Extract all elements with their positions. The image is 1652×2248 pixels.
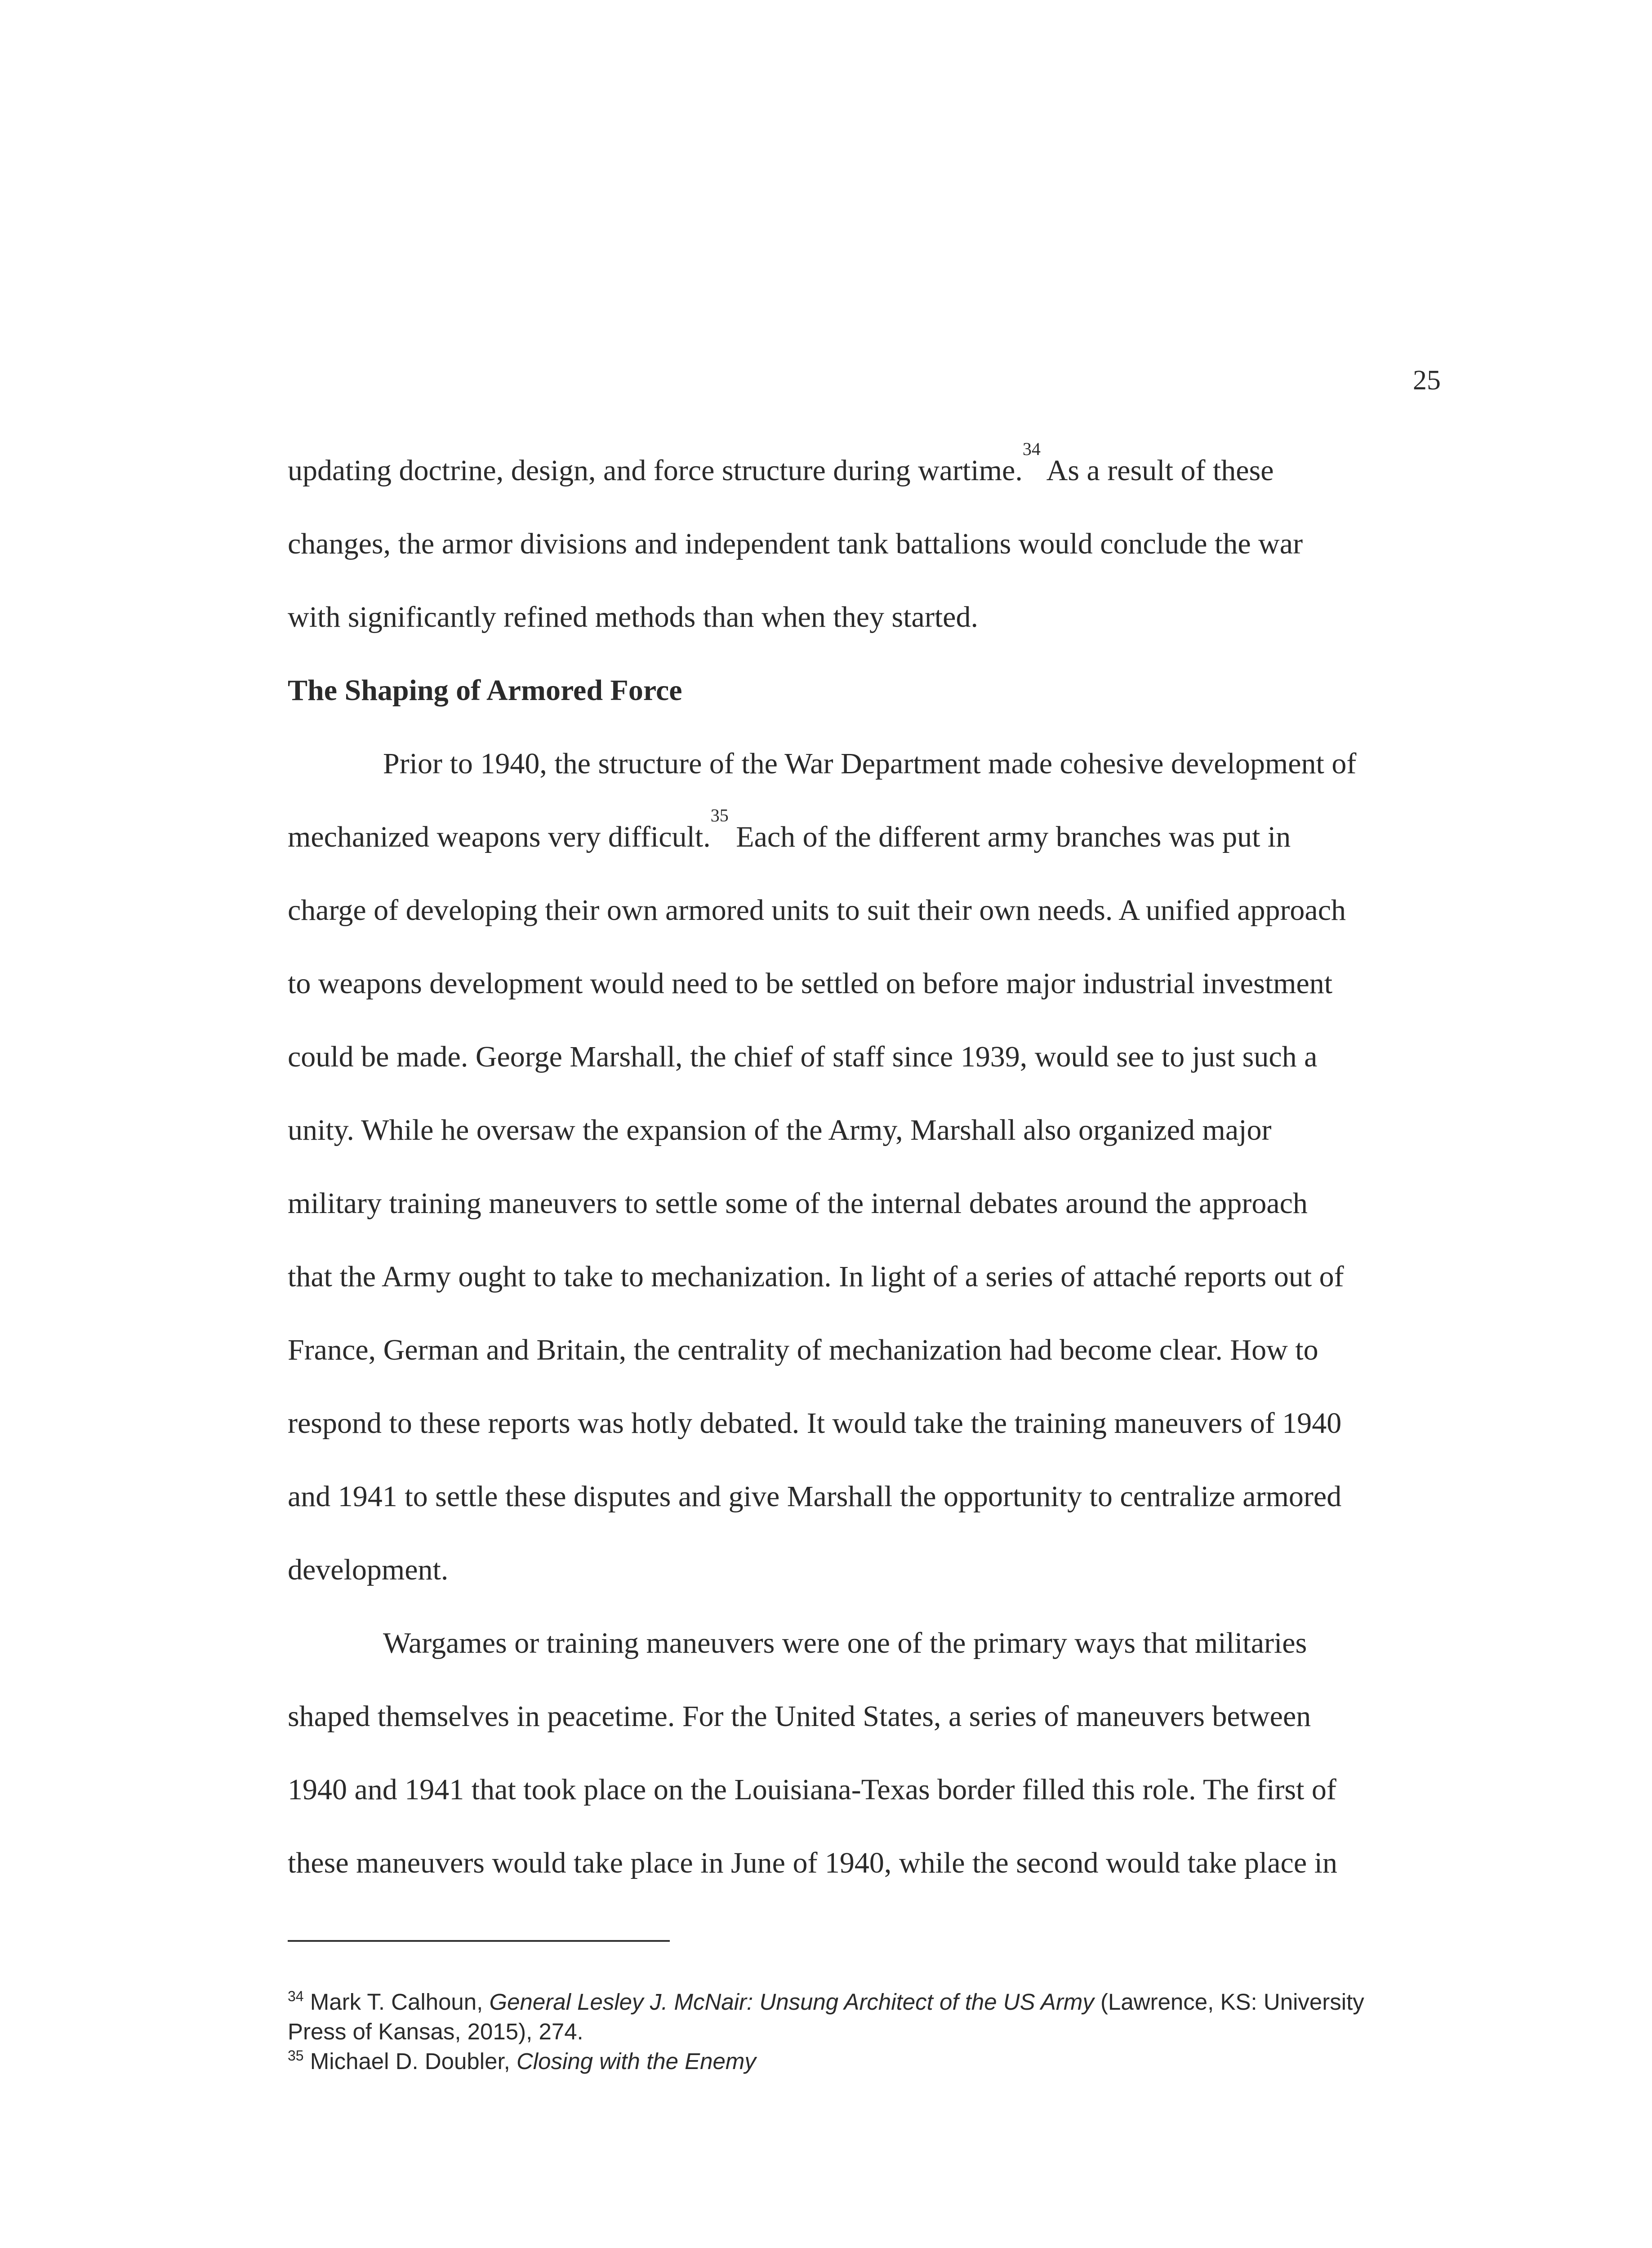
text-run: shaped themselves in peacetime. For the United States, a series of maneuvers between <box>288 1700 1311 1733</box>
text-line <box>288 1387 1438 1460</box>
text-run: Wargames or training maneuvers were one of the primary ways that militaries <box>383 1627 1307 1659</box>
body-text <box>288 434 1438 1900</box>
text-line <box>288 947 1438 1020</box>
text-line <box>288 727 1438 800</box>
text-run: development. <box>288 1553 449 1586</box>
text-line <box>288 874 1438 947</box>
text-line <box>288 1313 1438 1387</box>
footnote-title: General Lesley J. McNair: Unsung Architect of the US Army <box>489 1989 1094 2015</box>
footnotes <box>288 1987 1456 2076</box>
text-line <box>288 1753 1438 1826</box>
text-run: to weapons development would need to be settled on before major industrial investment <box>288 967 1333 1000</box>
text-line <box>288 1606 1438 1680</box>
text-run: changes, the armor divisions and independent tank battalions would conclude the war <box>288 527 1303 560</box>
text-line <box>288 1020 1438 1093</box>
footnote-text: Mark T. Calhoun, <box>303 1989 490 2015</box>
text-line <box>288 507 1438 580</box>
text-line <box>288 580 1438 654</box>
text-run: The Shaping of Armored Force <box>288 674 682 707</box>
text-run: charge of developing their own armored units to suit their own needs. A unified approach <box>288 894 1346 927</box>
text-line <box>288 1533 1438 1606</box>
footnote-line <box>288 2047 1456 2076</box>
text-run: Prior to 1940, the structure of the War Department made cohesive development of <box>383 747 1357 780</box>
footnote-ref[interactable]: 34 <box>1022 439 1041 459</box>
text-line <box>288 1460 1438 1533</box>
text-line <box>288 1680 1438 1753</box>
footnote-line <box>288 1987 1456 2017</box>
section-heading <box>288 654 1438 727</box>
text-run: As a result of these <box>1040 454 1274 487</box>
footnote-number: 34 <box>288 1988 304 2004</box>
text-run: with significantly refined methods than when they started. <box>288 601 978 633</box>
text-line <box>288 1240 1438 1313</box>
footnote-ref[interactable]: 35 <box>710 805 729 825</box>
text-run: these maneuvers would take place in June of 1940, while the second would take place in <box>288 1847 1337 1879</box>
text-line <box>288 1826 1438 1900</box>
text-line <box>288 434 1438 507</box>
text-run: could be made. George Marshall, the chief of staff since 1939, would see to just such a <box>288 1040 1318 1073</box>
footnote-line <box>288 2017 1456 2047</box>
text-run: that the Army ought to take to mechanization. In light of a series of attaché reports out of <box>288 1260 1344 1293</box>
text-line <box>288 1167 1438 1240</box>
footnote-separator <box>288 1940 670 1942</box>
text-line <box>288 800 1438 874</box>
text-run: France, German and Britain, the centrality of mechanization had become clear. How to <box>288 1334 1318 1366</box>
footnote-number: 35 <box>288 2047 304 2064</box>
text-run: military training maneuvers to settle some of the internal debates around the approach <box>288 1187 1308 1220</box>
text-run: mechanized weapons very difficult. <box>288 821 711 853</box>
text-line <box>288 1093 1438 1167</box>
footnote-text: Michael D. Doubler, <box>303 2048 517 2074</box>
text-run: and 1941 to settle these disputes and give Marshall the opportunity to centralize armored <box>288 1480 1342 1513</box>
text-run: updating doctrine, design, and force structure during wartime. <box>288 454 1023 487</box>
footnote-title: Closing with the Enemy <box>516 2048 756 2074</box>
text-run: Each of the different army branches was put in <box>728 821 1291 853</box>
text-run: respond to these reports was hotly debated. It would take the training maneuvers of 1940 <box>288 1407 1342 1440</box>
text-run: unity. While he oversaw the expansion of the Army, Marshall also organized major <box>288 1114 1272 1146</box>
text-run: 1940 and 1941 that took place on the Louisiana-Texas border filled this role. The first of <box>288 1773 1336 1806</box>
footnote-text: (Lawrence, KS: University <box>1094 1989 1364 2015</box>
page-number: 25 <box>1413 365 1441 396</box>
footnote-text: Press of Kansas, 2015), 274. <box>288 2019 583 2044</box>
